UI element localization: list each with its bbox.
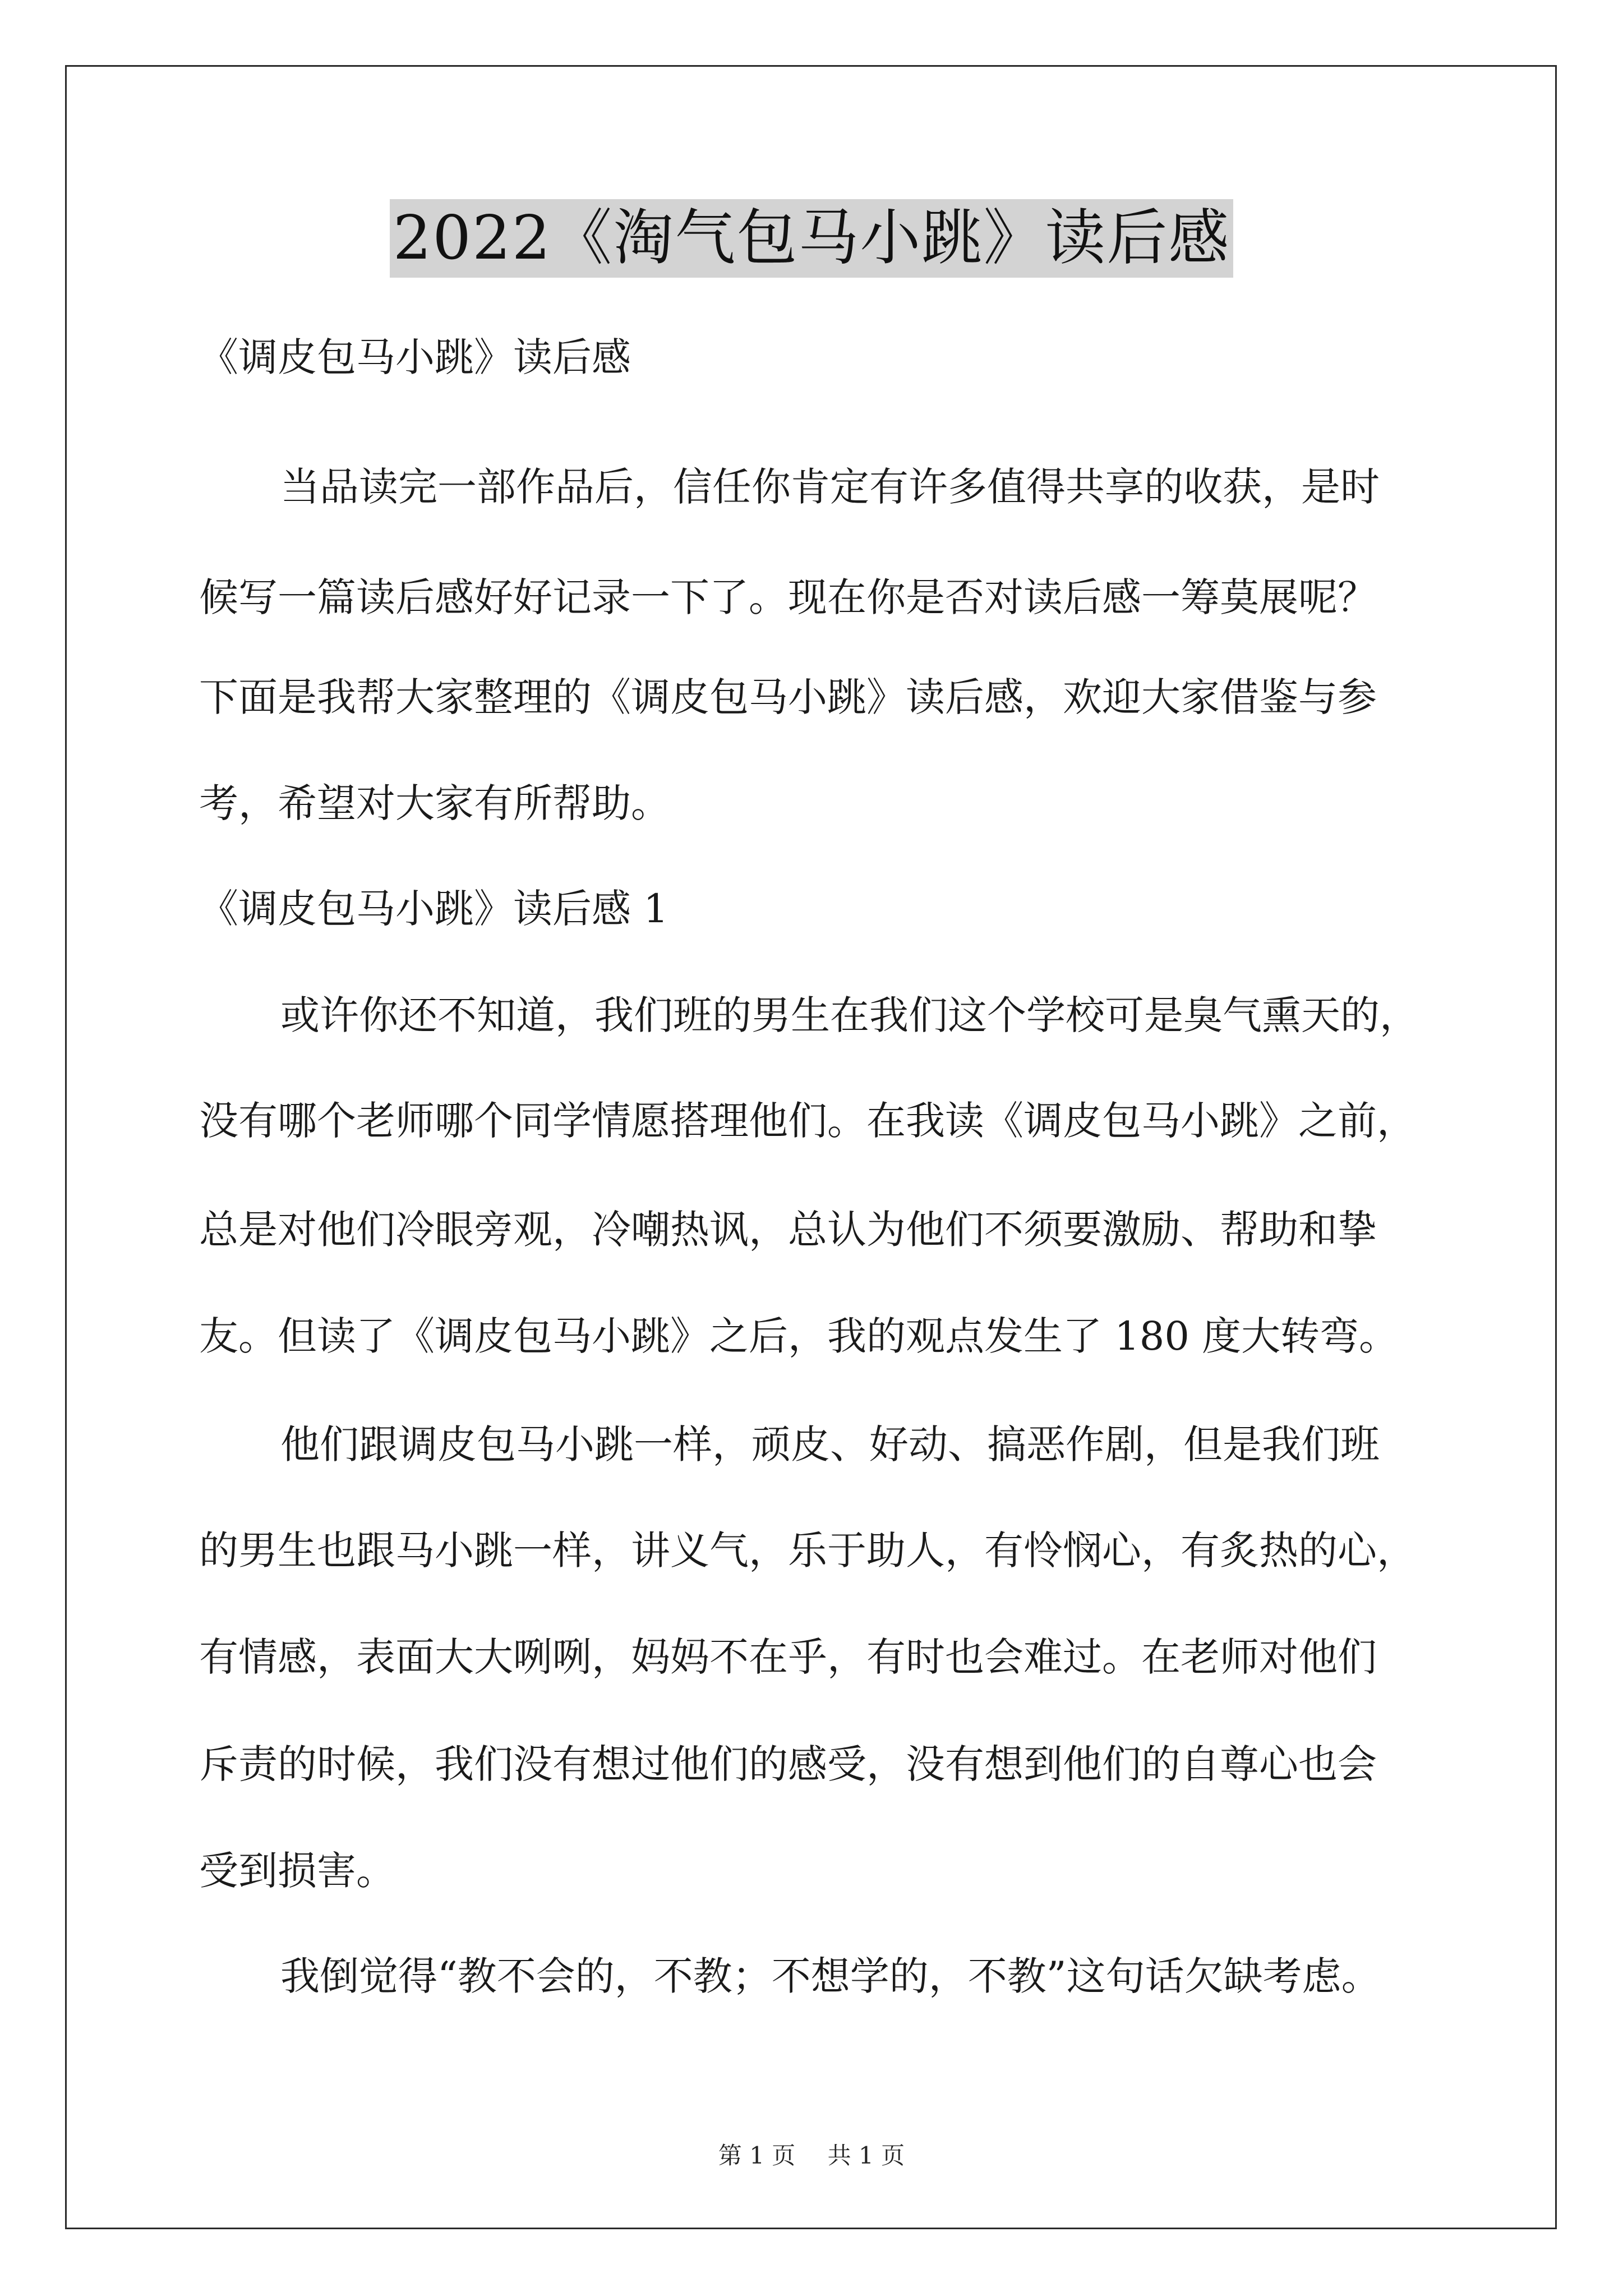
para1-line-3: 总是对他们冷眼旁观，冷嘲热讽，总认为他们不须要激励、帮助和挚	[199, 1207, 1377, 1253]
page-border	[65, 65, 1557, 2229]
intro-line-4: 考，希望对大家有所帮助。	[199, 780, 670, 826]
intro-line-3: 下面是我帮大家整理的《调皮包马小跳》读后感，欢迎大家借鉴与参	[199, 674, 1377, 720]
para1-line-2: 没有哪个老师哪个同学情愿搭理他们。在我读《调皮包马小跳》之前，	[199, 1098, 1416, 1144]
para2-line-4: 斥责的时候，我们没有想过他们的感受，没有想到他们的自尊心也会	[199, 1741, 1377, 1787]
page-total: 共 1 页	[827, 2142, 905, 2169]
para2-line-2: 的男生也跟马小跳一样，讲义气，乐于助人，有怜悯心，有炙热的心，	[199, 1527, 1416, 1573]
para1-line-1: 或许你还不知道，我们班的男生在我们这个学校可是臭气熏天的，	[280, 992, 1419, 1038]
para2-line-3: 有情感，表面大大咧咧，妈妈不在乎，有时也会难过。在老师对他们	[199, 1634, 1377, 1680]
document-title: 2022《淘气包马小跳》读后感	[390, 199, 1234, 278]
page-footer	[0, 2140, 1623, 2171]
subtitle: 《调皮包马小跳》读后感	[199, 334, 631, 380]
title-container	[0, 199, 1623, 278]
intro-line-2: 候写一篇读后感好好记录一下了。现在你是否对读后感一筹莫展呢？	[199, 574, 1377, 620]
para3-line-1: 我倒觉得“教不会的，不教；不想学的，不教”这句话欠缺考虑。	[280, 1953, 1381, 1999]
section-heading-1: 《调皮包马小跳》读后感 1	[199, 886, 668, 932]
page-number: 第 1 页	[718, 2142, 796, 2169]
intro-line-1: 当品读完一部作品后，信任你肯定有许多值得共享的收获，是时	[280, 464, 1380, 510]
para2-line-1: 他们跟调皮包马小跳一样，顽皮、好动、搞恶作剧，但是我们班	[280, 1421, 1380, 1467]
para1-line-4: 友。但读了《调皮包马小跳》之后，我的观点发生了 180 度大转弯。	[199, 1313, 1399, 1359]
para2-line-5: 受到损害。	[199, 1848, 395, 1894]
